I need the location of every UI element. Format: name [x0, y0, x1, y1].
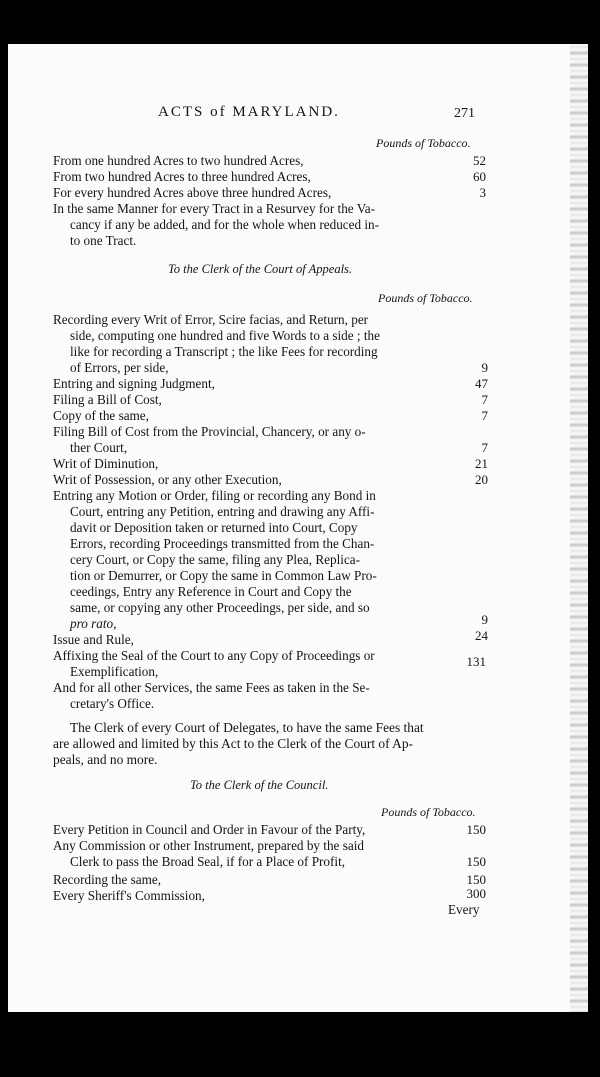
text-line: davit or Deposition taken or returned into Court, Copy — [70, 520, 358, 535]
column-heading-tobacco: Pounds of Tobacco. — [381, 805, 476, 819]
text-line: Writ of Diminution, — [53, 456, 159, 471]
text-line: same, or copying any other Proceedings, per side, and so — [70, 600, 370, 615]
catchword: Every — [448, 902, 480, 917]
column-heading-tobacco: Pounds of Tobacco. — [378, 291, 473, 305]
text-line: Recording the same, — [53, 872, 162, 887]
text-line: Any Commission or other Instrument, prepared by the said — [53, 838, 364, 853]
text-line: Issue and Rule, — [53, 632, 134, 647]
text-line: And for all other Services, the same Fees as taken in the Se- — [53, 680, 370, 695]
fee-value: 7 — [481, 392, 488, 407]
text-line: Affixing the Seal of the Court to any Copy of Proceedings or — [53, 648, 375, 663]
text-line: Filing a Bill of Cost, — [53, 392, 162, 407]
text-line: From two hundred Acres to three hundred Acres, — [53, 169, 311, 184]
column-heading-tobacco: Pounds of Tobacco. — [376, 136, 471, 150]
text-line: From one hundred Acres to two hundred Acres, — [53, 153, 304, 168]
text-line: side, computing one hundred and five Words to a side ; the — [70, 328, 381, 343]
section-heading-court-of-appeals: To the Clerk of the Court of Appeals. — [168, 262, 353, 276]
text-line: ceedings, Entry any Reference in Court and Copy the — [70, 584, 352, 599]
fee-value: 52 — [473, 153, 486, 168]
text-line: Entring any Motion or Order, filing or recording any Bond in — [53, 488, 376, 503]
text-line: of Errors, per side, — [70, 360, 169, 375]
text-line: Writ of Possession, or any other Execution, — [53, 472, 282, 487]
paragraph-line: The Clerk of every Court of Delegates, to have the same Fees that — [70, 720, 424, 735]
text-line: Entring and signing Judgment, — [53, 376, 215, 391]
section-heading-clerk-of-council: To the Clerk of the Council. — [190, 778, 329, 792]
text-line: Court, entring any Petition, entring and drawing any Affi- — [70, 504, 375, 519]
text-line: Every Sheriff's Commission, — [53, 888, 205, 903]
fee-value: 7 — [481, 440, 488, 455]
text-line: pro rato, — [70, 616, 117, 631]
fee-value: 47 — [475, 376, 488, 391]
text-line: For every hundred Acres above three hundred Acres, — [53, 185, 332, 200]
fee-value: 9 — [481, 360, 488, 375]
fee-value: 20 — [475, 472, 488, 487]
page-gutter-edge — [570, 44, 588, 1012]
paragraph-line: peals, and no more. — [53, 752, 158, 767]
paragraph-line: are allowed and limited by this Act to the Clerk of the Court of Ap- — [53, 736, 413, 751]
fee-value: 21 — [475, 456, 488, 471]
fee-value: 300 — [466, 886, 486, 901]
document-page — [8, 44, 588, 1012]
fee-value: 24 — [475, 628, 488, 643]
text-line: ther Court, — [70, 440, 128, 455]
text-line: Filing Bill of Cost from the Provincial, Chancery, or any o- — [53, 424, 366, 439]
fee-value: 150 — [466, 854, 486, 869]
text-line: Every Petition in Council and Order in Favour of the Party, — [53, 822, 366, 837]
running-header-title: ACTS of MARYLAND. — [158, 104, 340, 120]
text-line: Recording every Writ of Error, Scire facias, and Return, per — [53, 312, 369, 327]
fee-value: 9 — [481, 612, 488, 627]
fee-value: 150 — [466, 822, 486, 837]
text-line: cancy if any be added, and for the whole when reduced in- — [70, 217, 380, 232]
text-line: to one Tract. — [70, 233, 137, 248]
text-line: Copy of the same, — [53, 408, 149, 423]
text-line: like for recording a Transcript ; the like Fees for recording — [70, 344, 378, 359]
fee-value: 150 — [466, 872, 486, 887]
page-number: 271 — [454, 106, 475, 121]
fee-value: 3 — [479, 185, 486, 200]
text-line: tion or Demurrer, or Copy the same in Common Law Pro- — [70, 568, 377, 583]
text-line: Clerk to pass the Broad Seal, if for a Place of Profit, — [70, 854, 346, 869]
text-line: cery Court, or Copy the same, filing any Plea, Replica- — [70, 552, 361, 567]
fee-value: 131 — [466, 654, 486, 669]
fee-value: 7 — [481, 408, 488, 423]
text-line: In the same Manner for every Tract in a Resurvey for the Va- — [53, 201, 376, 216]
text-line: Exemplification, — [70, 664, 159, 679]
text-line: cretary's Office. — [70, 696, 155, 711]
text-line: Errors, recording Proceedings transmitted from the Chan- — [70, 536, 375, 551]
fee-value: 60 — [473, 169, 486, 184]
